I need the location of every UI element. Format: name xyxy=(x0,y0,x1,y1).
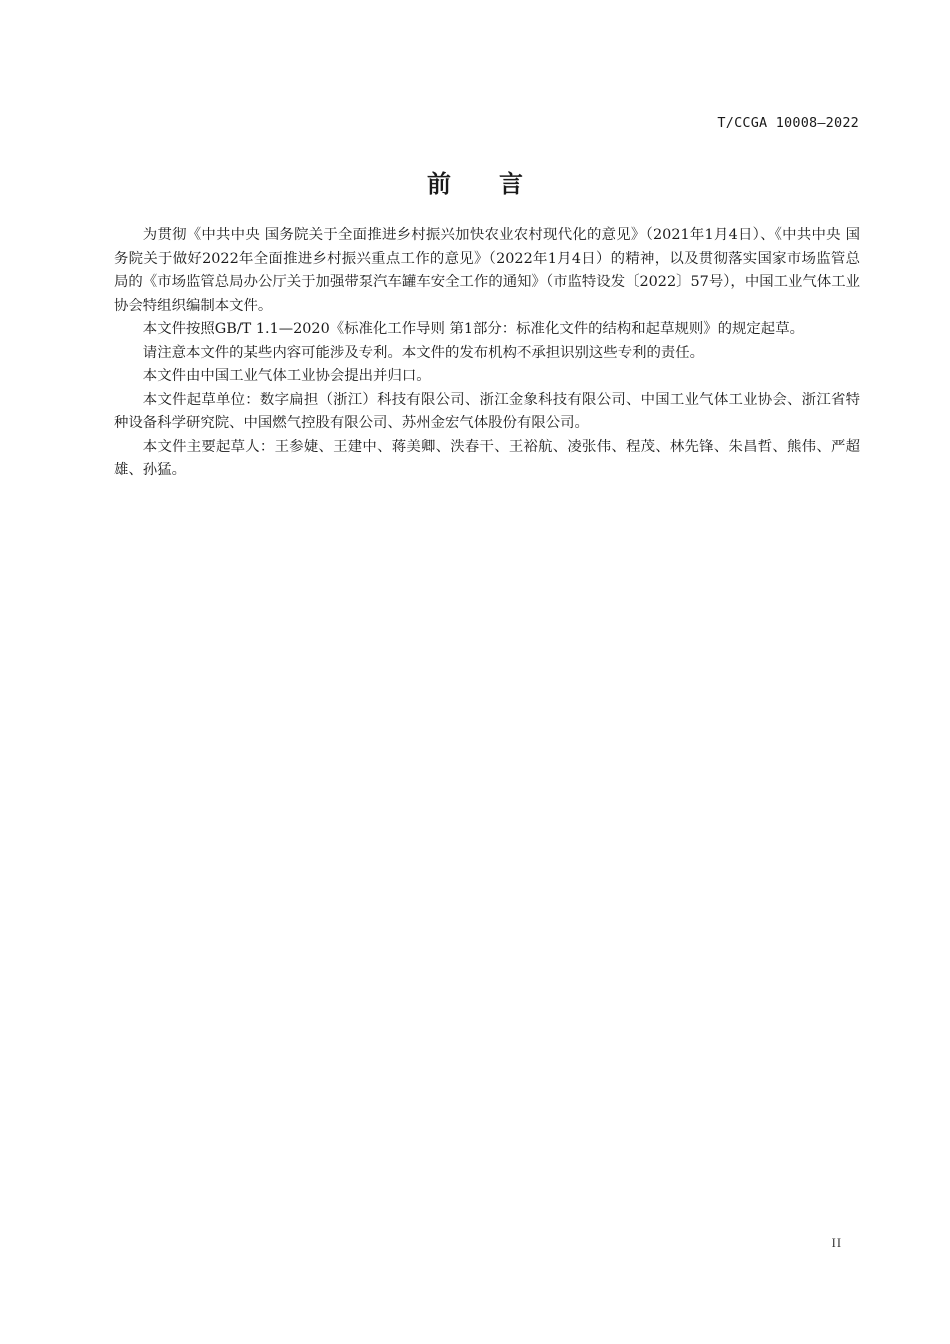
standard-code: T/CCGA 10008—2022 xyxy=(717,115,859,131)
paragraph-intro: 为贯彻《中共中央 国务院关于全面推进乡村振兴加快农业农村现代化的意见》（2021年1月4日）、《中共中央 国务院关于做好2022年全面推进乡村振兴重点工作的意见》（2022年1月4日）的精神，以及贯彻落实国家市场监管总局的《市场监管总局办公厅关于加强带泵汽车罐车安全工作的通知》（市监特设发〔2022〕57号），中国工业气体工业协会特组织编制本文件。 xyxy=(114,227,860,314)
paragraph-patent-notice: 请注意本文件的某些内容可能涉及专利。本文件的发布机构不承担识别这些专利的责任。 xyxy=(142,344,705,361)
document-body xyxy=(114,224,860,483)
paragraph-drafting-units: 本文件起草单位：数字扁担（浙江）科技有限公司、浙江金象科技有限公司、中国工业气体工业协会、浙江省特种设备科学研究院、中国燃气控股有限公司、苏州金宏气体股份有限公司。 xyxy=(114,391,860,431)
paragraph-proposer: 本文件由中国工业气体工业协会提出并归口。 xyxy=(142,368,431,384)
page-title: 前言 xyxy=(427,170,571,198)
page-number: II xyxy=(831,1236,842,1250)
paragraph-drafting-rules: 本文件按照GB/T 1.1—2020《标准化工作导则 第1部分：标准化文件的结构和起草规则》的规定起草。 xyxy=(142,321,804,337)
paragraph-drafters: 本文件主要起草人：王参婕、王建中、蒋美卿、泆春干、王裕航、凌张伟、程茂、林先锋、朱昌哲、熊伟、严超雄、孙猛。 xyxy=(114,438,860,478)
